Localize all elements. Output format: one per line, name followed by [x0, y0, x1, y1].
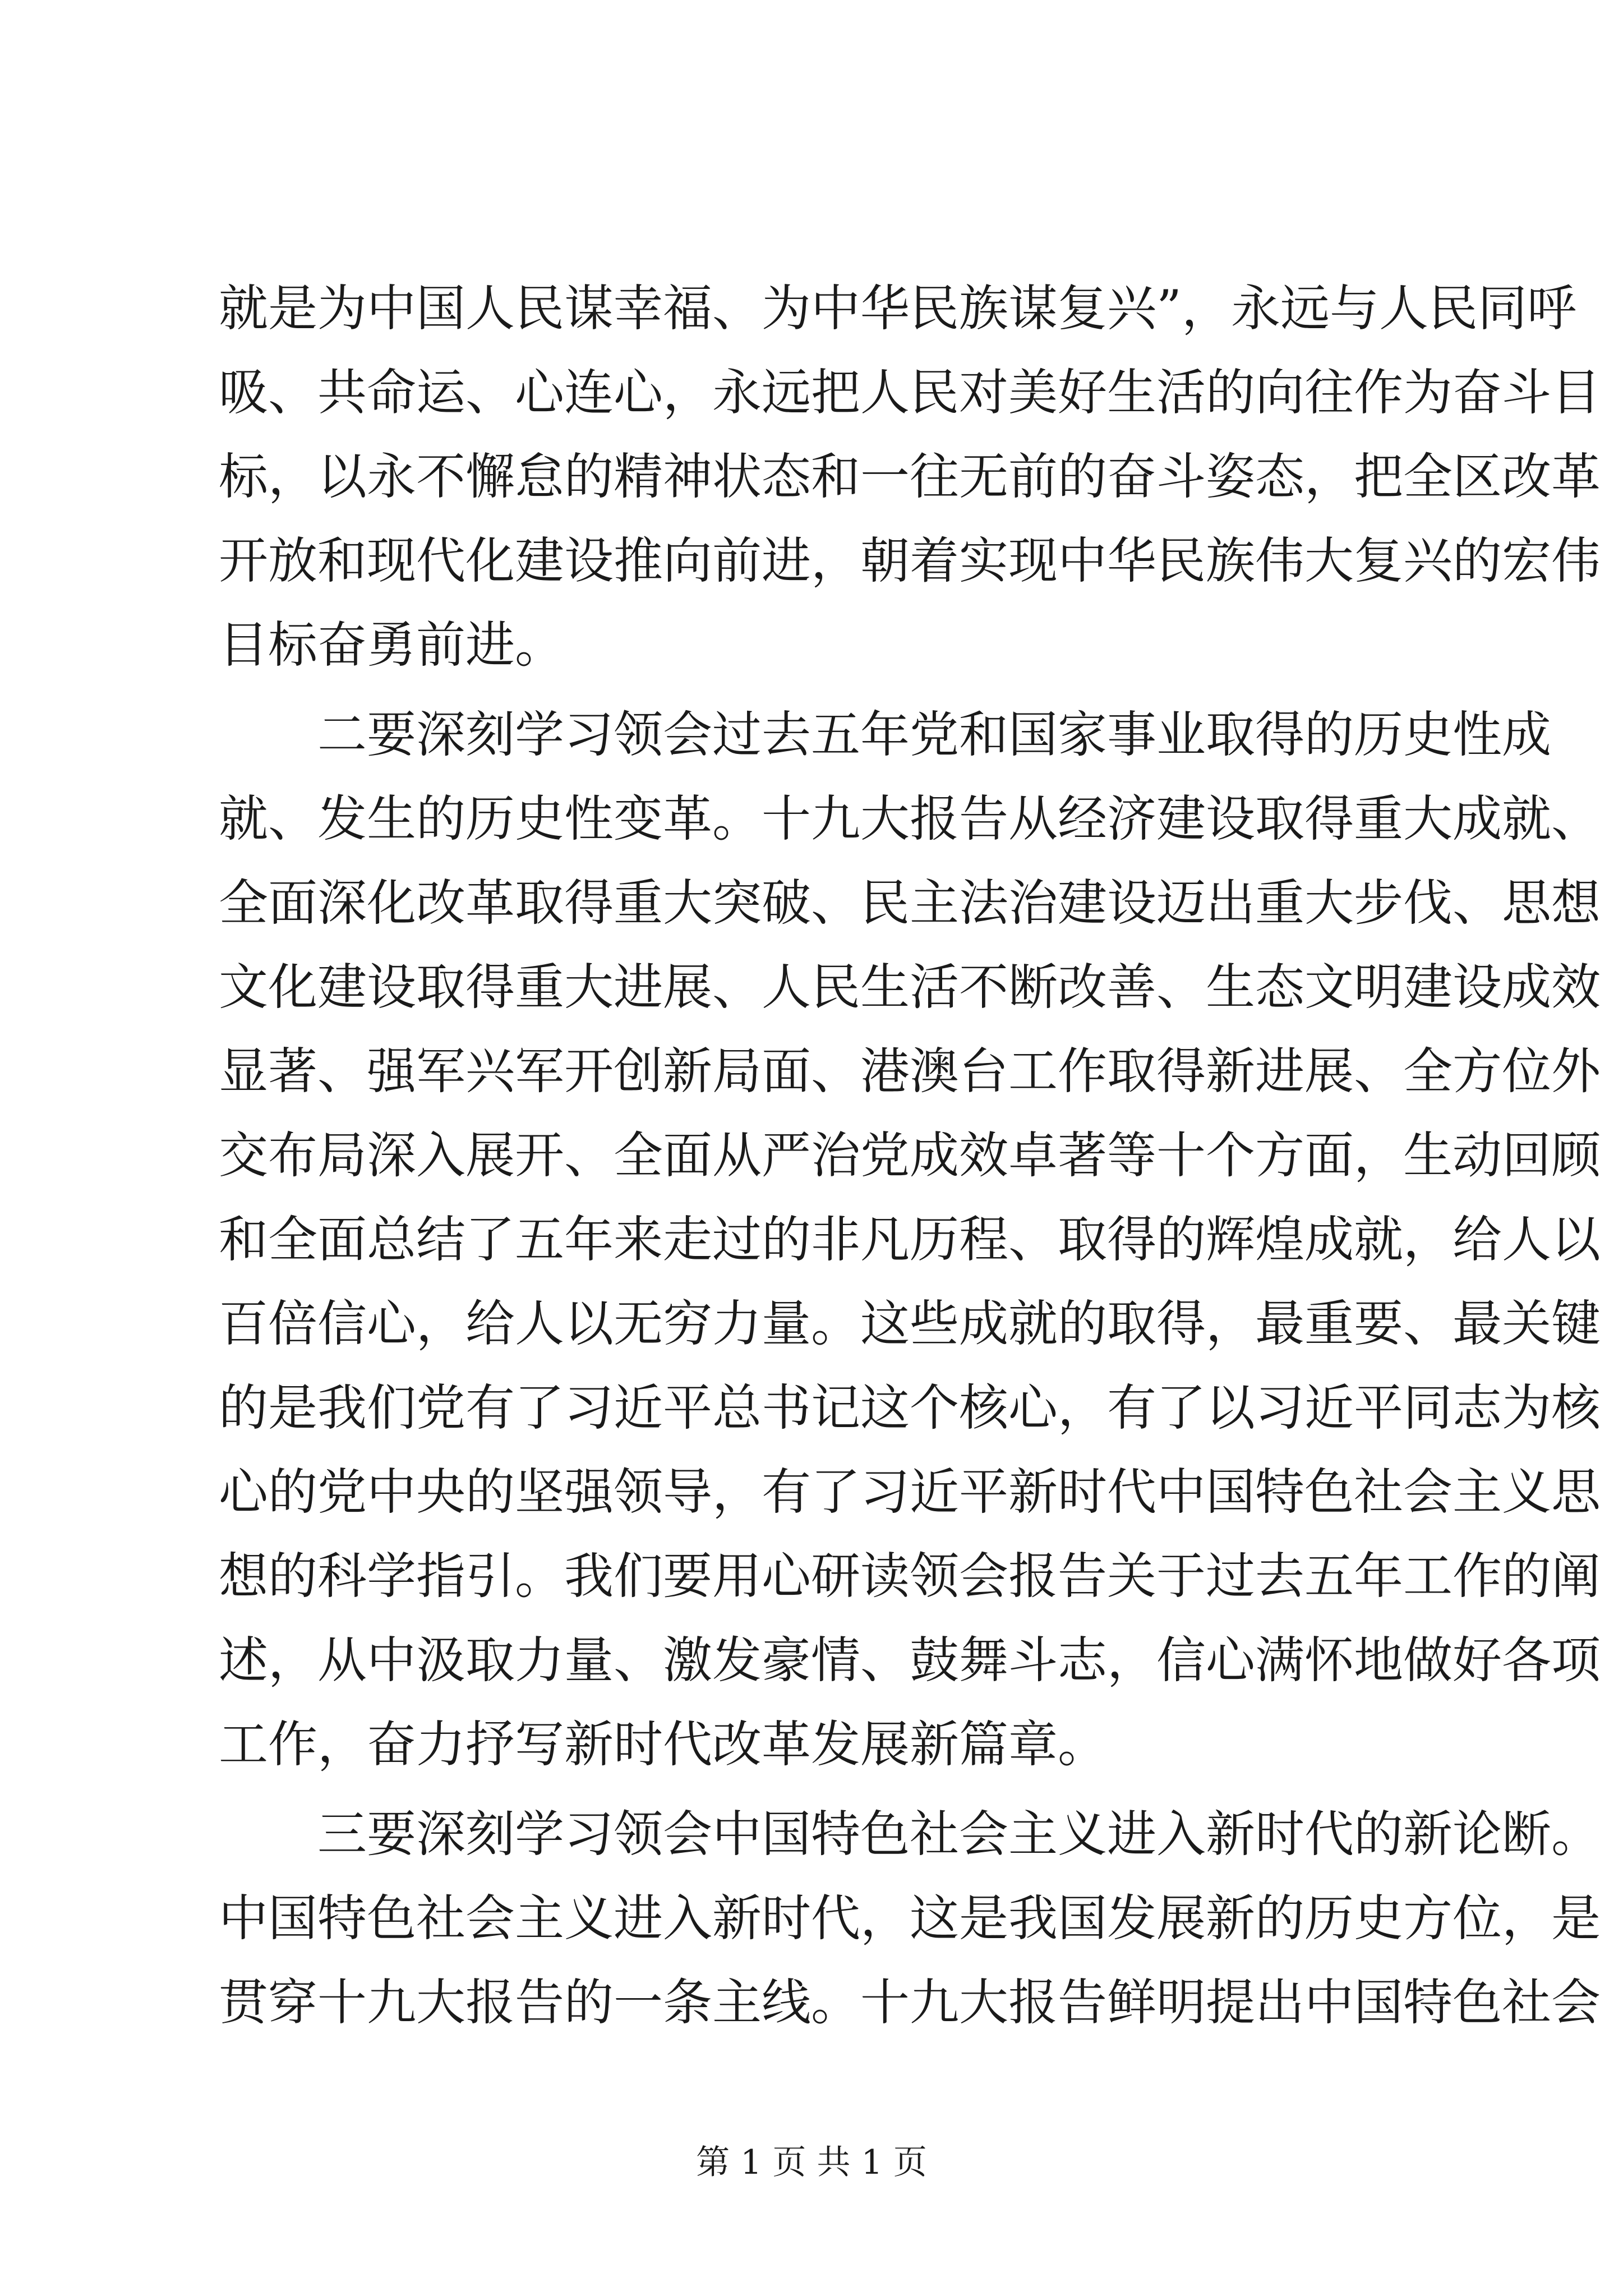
text-line: 中国特色社会主义进入新时代，这是我国发展新的历史方位，是: [219, 1889, 1601, 1947]
text-line: 工作，奋力抒写新时代改革发展新篇章。: [219, 1715, 1108, 1773]
paragraph-start-line: 三要深刻学习领会中国特色社会主义进入新时代的新论断。: [317, 1805, 1601, 1863]
text-line: 文化建设取得重大进展、人民生活不断改善、生态文明建设成效: [219, 958, 1601, 1016]
text-line: 就、发生的历史性变革。十九大报告从经济建设取得重大成就、: [219, 790, 1601, 848]
text-line: 百倍信心，给人以无穷力量。这些成就的取得，最重要、最关键: [219, 1295, 1601, 1352]
text-line: 开放和现代化建设推向前进，朝着实现中华民族伟大复兴的宏伟: [219, 532, 1601, 590]
text-line: 交布局深入展开、全面从严治党成效卓著等十个方面，生动回顾: [219, 1126, 1601, 1184]
text-line: 述，从中汲取力量、激发豪情、鼓舞斗志，信心满怀地做好各项: [219, 1631, 1601, 1689]
text-line: 显著、强军兴军开创新局面、港澳台工作取得新进展、全方位外: [219, 1042, 1601, 1100]
text-line: 吸、共命运、心连心，永远把人民对美好生活的向往作为奋斗目: [219, 364, 1601, 421]
text-line: 想的科学指引。我们要用心研读领会报告关于过去五年工作的阐: [219, 1547, 1601, 1605]
text-line: 全面深化改革取得重大突破、民主法治建设迈出重大步伐、思想: [219, 874, 1601, 932]
text-line: 心的党中央的坚强领导，有了习近平新时代中国特色社会主义思: [219, 1463, 1601, 1521]
text-line: 就是为中国人民谋幸福、为中华民族谋复兴”，永远与人民同呼: [219, 279, 1576, 337]
text-line: 目标奋勇前进。: [219, 616, 565, 674]
paragraph-start-line: 二要深刻学习领会过去五年党和国家事业取得的历史性成: [317, 706, 1552, 763]
text-line: 贯穿十九大报告的一条主线。十九大报告鲜明提出中国特色社会: [219, 1973, 1601, 2031]
text-line: 的是我们党有了习近平总书记这个核心，有了以习近平同志为核: [219, 1379, 1601, 1437]
text-line: 标，以永不懈怠的精神状态和一往无前的奋斗姿态，把全区改革: [219, 448, 1601, 505]
text-line: 和全面总结了五年来走过的非凡历程、取得的辉煌成就，给人以: [219, 1211, 1601, 1268]
body-text: [219, 264, 1601, 2031]
page-footer: 第 1 页 共 1 页: [696, 2143, 927, 2182]
